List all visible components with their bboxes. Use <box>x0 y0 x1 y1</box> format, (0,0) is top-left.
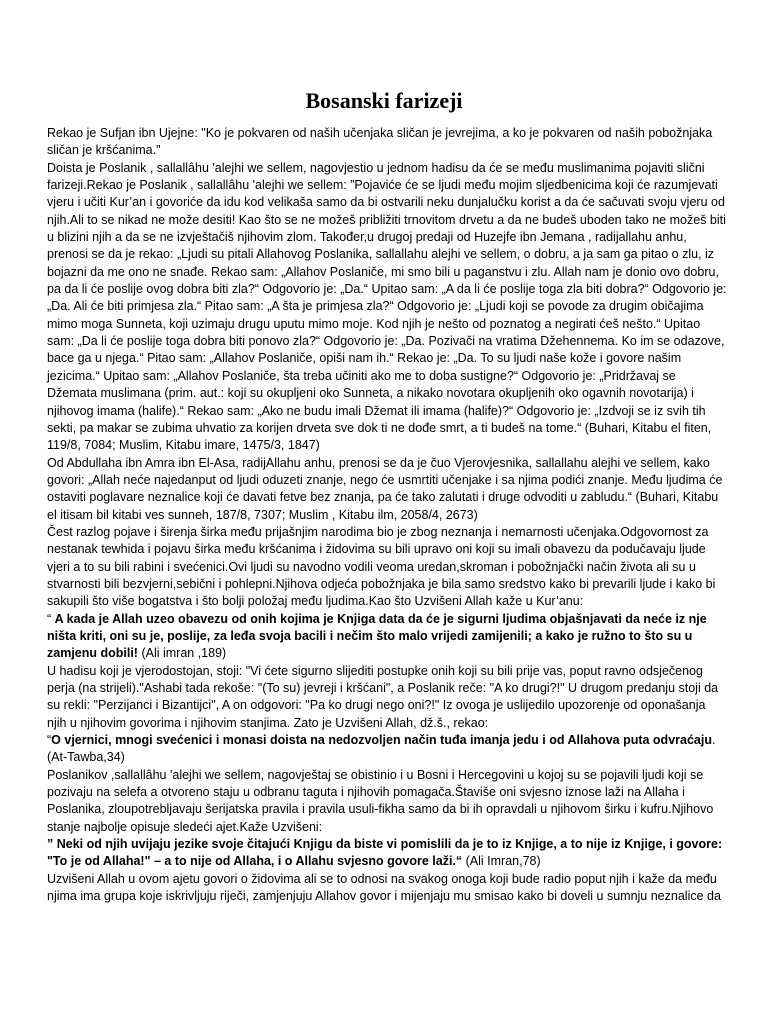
quran-verse-bold: O vjernici, mnogi svećenici i monasi doista na nedozvoljen način tuđa imanja jedu i od Allahova puta odvraćaju <box>51 733 712 748</box>
paragraph-2 <box>47 160 727 455</box>
paragraph-8 <box>47 767 727 836</box>
document-title: Bosanski farizeji <box>305 88 463 113</box>
text-segment: “ <box>47 733 52 748</box>
quote-ali-imran-78 <box>47 836 727 871</box>
quote-ali-imran-189 <box>47 611 727 663</box>
paragraph-1 <box>47 125 727 160</box>
paragraph-10 <box>47 871 727 906</box>
quran-verse-bold: ” Neki od njih uvijaju jezike svoje čitajući Knjigu da biste vi pomislili da je to iz Knjige, a to nije iz Knjige, i govore: "To je od Allaha!" – a to nije od Allaha, i o Allahu svjesno govore laži.“ <box>47 837 723 869</box>
text-segment: Od Abdullaha ibn Amra ibn El-Asa, radijAllahu anhu, prenosi se da je čuo Vjerovjesnika, sallallahu alejhi ve sellem, kako govori: „Allah neće najedanput od ljudi oduzeti znanje, nego će usmrtiti učenjake i sa njima podići znanje. Među ljudima će ostaviti poglavare neznalice koji će davati fetve bez znanja, pa će tako zalutati i druge odvoditi u zabludu.“ (Buhari, Kitabu el itisam bil kitabi ves sunneh, 187/8, 7307; Muslim , Kitabu ilm, 2058/4, 2673) <box>47 455 723 522</box>
text-segment: Poslanikov ,sallallâhu 'alejhi we sellem, nagovještaj se obistinio i u Bosni i Hercegovini u kojoj su se pojavili ljudi koji se pozivaju na selefa a otvoreno staju u odbranu taguta i njihovih pomagača.Štaviše oni svjesno iznose laži na Allaha i Poslanika, zloupotrebljavaju šerijatska pravila i pravila usuli-fikha samo da bi ih opravdali u njihovom širku i kufru.Njihovo stanje najbolje opisuje sledeći ajet.Kaže Uzvišeni: <box>47 767 714 834</box>
text-segment: “ <box>47 611 55 626</box>
quran-verse-bold: A kada je Allah uzeo obavezu od onih kojima je Knjiga data da će je sigurni ljudima objašnjavati da neće iz nje ništa kriti, oni su je, poslije, za leđa svoja bacili i nečim što malo vrijedi zamijenili; a kako je ružno to što su u zamjenu dobili! <box>47 611 707 661</box>
text-segment: U hadisu koji je vjerodostojan, stoji: "Vi ćete sigurno slijediti postupke onih koji su bili prije vas, poput ravno odsječenog perja (na strijeli)."Ashabi tada rekoše: "(To su) jevreji i kršćani", a Poslanik reče: "A ko drugi?!" U drugom predanju stoji da su rekli: "Perzijanci i Bizantijci", A on odgovori: "Pa ko drugi nego oni?!" Iz ovoga je uslijedilo upozorenje od oponašanja njih u njihovim govorima i njihovim stanjima. Zato je Uzvišeni Allah, dž.š., rekao: <box>47 663 719 730</box>
document-body <box>47 125 727 905</box>
text-segment: Čest razlog pojave i širenja širka među prijašnjim narodima bio je zbog neznanja i nemarnosti učenjaka.Odgovornost za nestanak tewhida i pojavu širka među kršćanima i židovima su bili upravo oni koji su imali obavezu da podučavaju ljude vjeri a to su bili rabini i svećenici.Ovi ljudi su navodno vodili veoma uredan,skroman i pobožnjački način života ali su u stvarnosti bili bezvjerni,sebični i pohlepni.Njihova odjeća pobožnjaka je bila samo sredstvo kako bi prevarili ljude i kako bi sakupili što više bogatstva i što bolji položaj među ljudima.Kao što Uzvišeni Allah kaže u Kur’anu: <box>47 524 716 609</box>
verse-reference: . (At-Tawba,34) <box>47 733 716 765</box>
paragraph-6 <box>47 663 727 732</box>
text-segment: Doista je Poslanik , sallallâhu 'alejhi we sellem, nagovjestio u jednom hadisu da će se među muslimanima pojaviti slični farizeji.Rekao je Poslanik , sallallâhu 'alejhi we sellem: ”Pojaviće će se ljudi među mojim sljedbenicima koji će razumjevati vjeru i učiti Kur’an i govoriće da idu kod velikaša samo da bi ostvarili neku dunjalučku korist a da će sačuvati svoju vjeru od njih.Ali to se nikad ne može desiti! Kao što se ne možeš približiti trnovitom drvetu a da ne budeš uboden tako ne možeš biti u blizini njih a da se ne izvještačiš njihovim zlom. Također,u drugoj predaji od Huzejfe ibn Jemana , radijallahu anhu, prenosi se da je rekao: „Ljudi su pitali Allahovog Poslanika, sallallahu alejhi ve sellem, o dobru, a ja sam ga pitao o zlu, iz bojazni da me ono ne snađe. Rekao sam: „Allahov Poslaniče, mi smo bili u paganstvu i zlu. Allah nam je donio ovo dobru, pa da li će poslije ovog dobra biti zla?“ Odgovorio je: „Da.“ Upitao sam: „A da li će poslije toga zla biti dobra?“ Odgovorio je: „Da. Ali će biti primjesa zla.“ Pitao sam: „A šta je primjesa zla?“ Odgovorio je: „Ljudi koji se povode za drugim običajima mimo moga Sunneta, koji uzimaju drugu uputu mimo moje. Kod njih je nešto od poznatog a negirati ćeš nešto.“ Upitao sam: „Da li će poslije toga dobra biti ponovo zla?“ Odgovorio je: „Da. Pozivači na vratima Džehennema. Ko im se odazove, bace ga u njega.“ Pitao sam: „Allahov Poslaniče, opiši nam ih.“ Rekao je: „Da. To su ljudi naše kože i govore našim jezicima.“ Upitao sam: „Allahov Poslaniče, šta treba učiniti ako me to doba sustigne?“ Odgovorio je: „Pridržavaj se Džemata muslimana (prim. aut.: koji su okupljeni oko Sunneta, a nikako novotara okupljenih oko ogavnih novotarija) i njihovog imama (halife).“ Rekao sam: „Ako ne budu imali Džemat ili imama (halife)?“ Odgovorio je: „Izdvoji se iz svih tih sekti, pa makar se zubima uhvatio za korijen drveta sve dok ti ne dođe smrt, a ti budeš na tome.“ (Buhari, Kitabu el fiten, 119/8, 7084; Muslim, Kitabu imare, 1475/3, 1847) <box>47 160 727 453</box>
text-segment: Rekao je Sufjan ibn Ujejne: "Ko je pokvaren od naših učenjaka sličan je jevrejima, a ko je pokvaren od naših pobožnjaka sličan je kršćanima." <box>47 126 713 158</box>
paragraph-4 <box>47 524 727 611</box>
verse-reference: (Ali imran ,189) <box>137 646 227 661</box>
paragraph-3 <box>47 455 727 524</box>
text-segment: Uzvišeni Allah u ovom ajetu govori o židovima ali se to odnosi na svakog onoga koji bude radio poput njih i kaže da među njima ima grupa koje iskrivljuju riječi, zamjenjuju Allahov govor i mijenjaju mu smisao kako bi doveli u sumnju neznalice da <box>47 871 721 904</box>
verse-reference: (Ali Imran,78) <box>462 854 541 869</box>
quote-at-tawba-34 <box>47 732 727 767</box>
